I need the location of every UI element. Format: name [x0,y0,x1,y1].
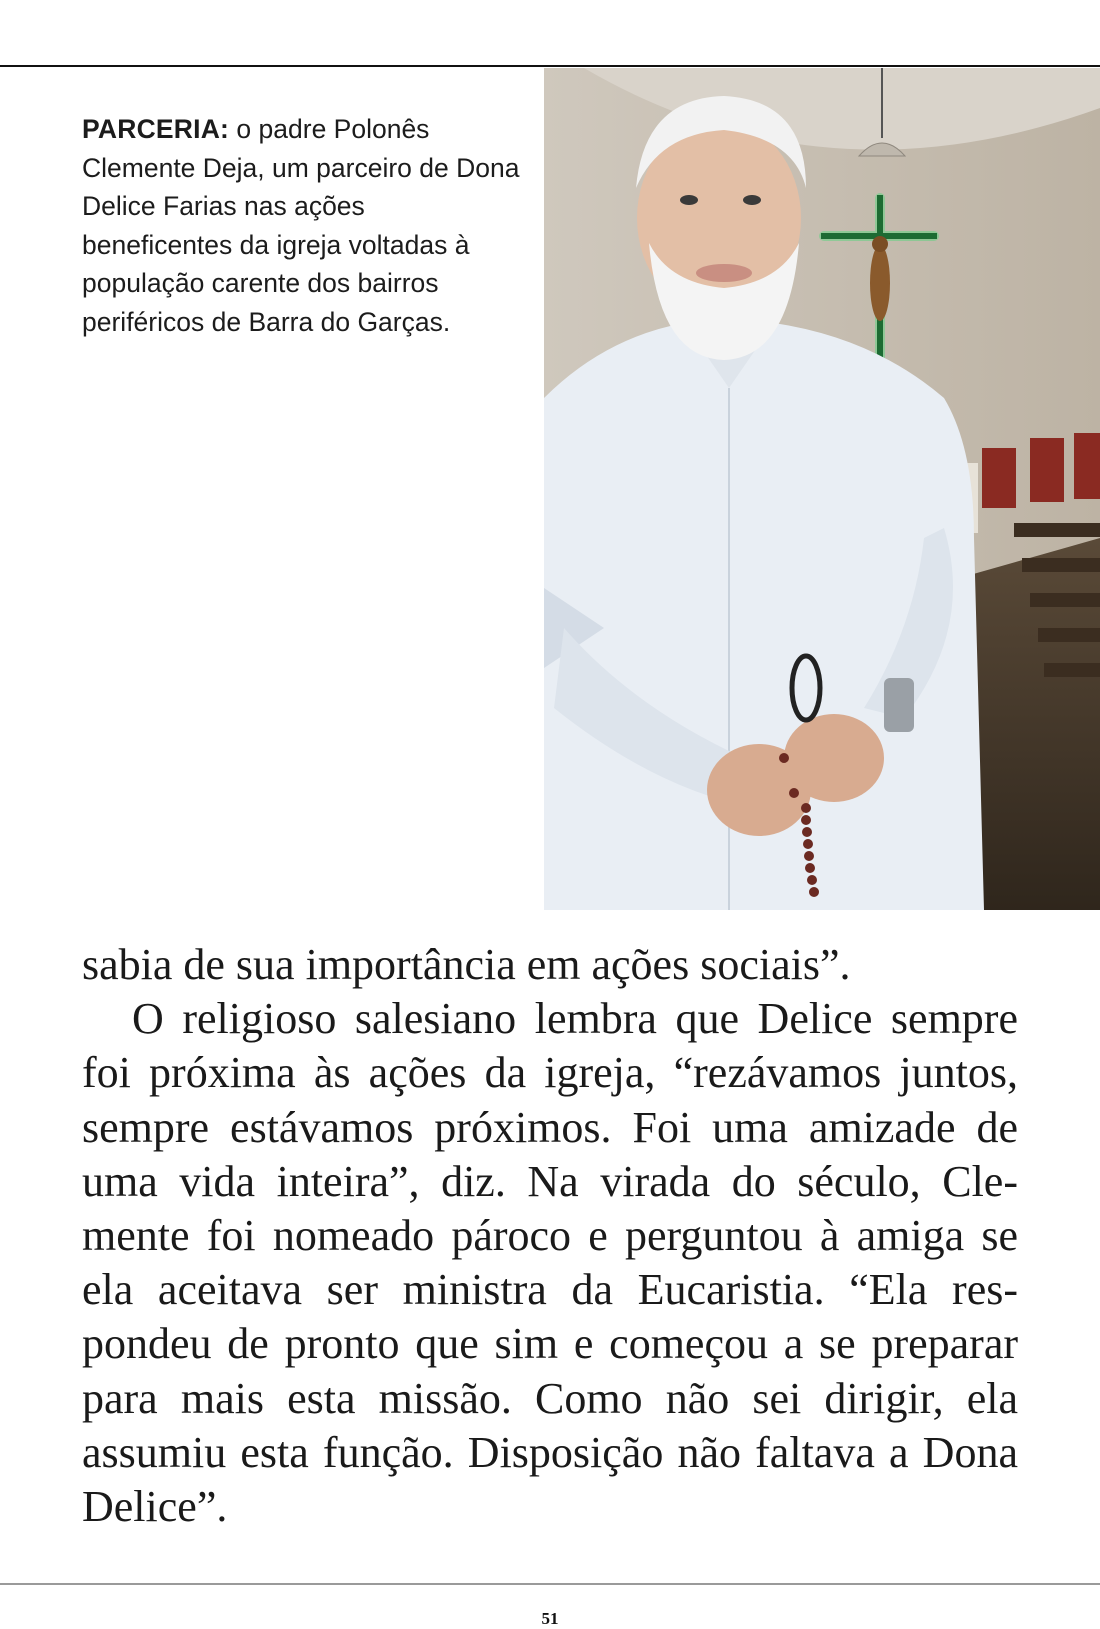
bottom-rule [0,1583,1100,1585]
photo-caption [82,110,522,341]
top-rule [0,65,1100,67]
article-body [82,938,1018,1534]
lead-line: sabia de sua importância em ações sociais”. [82,940,851,989]
article-paragraph: O religioso salesiano lembra que Delice sempre foi próxima às ações da igreja, “rezávamos juntos, sempre estávamos próximos. Foi uma amizade de uma vida inteira”, diz. Na virada do século, Clemente foi nomeado pároco e perguntou à amiga se ela aceitava ser ministra da Eucaristia. “Ela respondeu de pronto que sim e começou a se preparar para mais esta missão. Como não sei dirigir, ela assumiu esta função. Disposição não faltava a Dona Delice”. [82,994,1018,1532]
priest-photo [544,68,1100,910]
caption-kicker: PARCERIA: [82,114,230,144]
portrait-priest-photo [544,68,1100,910]
page-number: 51 [541,1609,559,1628]
caption-text: o padre Polonês Clemente Deja, um parceiro de Dona Delice Farias nas ações beneficentes da igreja voltadas à população carente dos bairros periféricos de Barra do Garças. [82,114,520,337]
